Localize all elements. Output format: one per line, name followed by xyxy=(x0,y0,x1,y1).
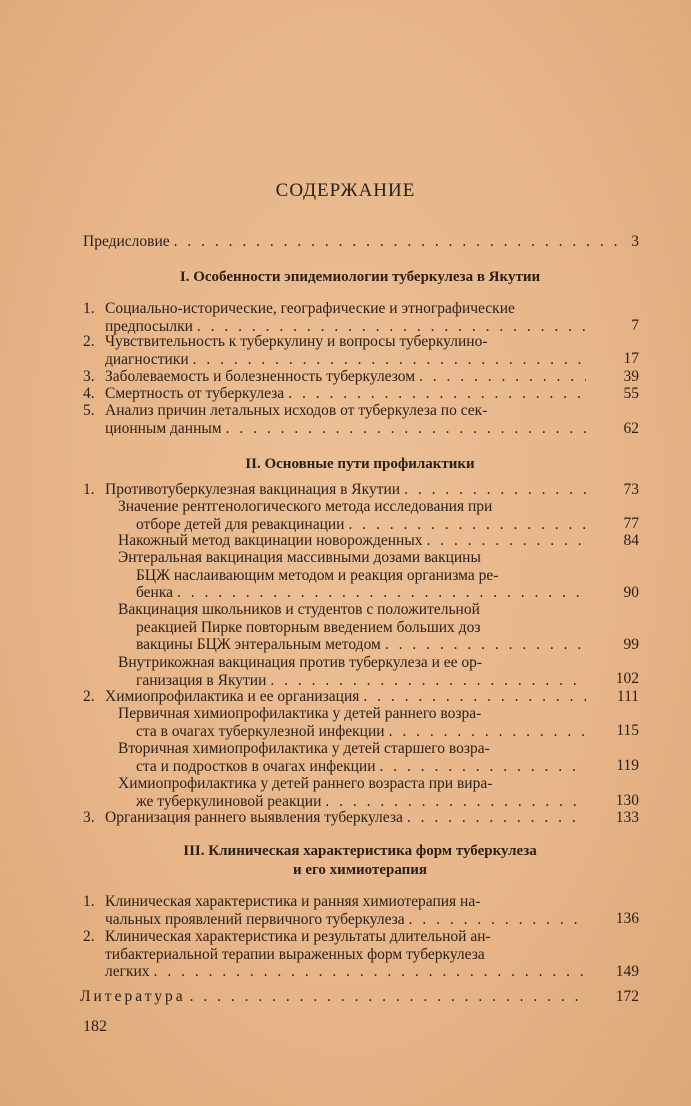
entry-text: Литература xyxy=(80,988,186,1005)
page-number: 77 xyxy=(623,515,639,532)
section-title-2: II. Основные пути профилактики xyxy=(245,456,475,472)
leader-dots xyxy=(409,911,586,929)
leader-dots xyxy=(193,351,586,369)
entry-line: Чувствительность к туберкулину и вопросы туберкулино- xyxy=(105,333,488,350)
leader-dots xyxy=(407,809,586,827)
leader-dots xyxy=(389,723,586,741)
entry-line: Организация раннего выявления туберкулеза xyxy=(105,809,403,826)
entry-line: предпосылки xyxy=(105,317,193,335)
leader-dots xyxy=(385,636,586,654)
page-title: СОДЕРЖАНИЕ xyxy=(275,180,416,201)
toc-entry[interactable] xyxy=(105,333,590,368)
entry-line: Химиопрофилактика и ее организация xyxy=(105,688,360,705)
leader-dots xyxy=(190,988,586,1006)
page-number: 130 xyxy=(615,792,639,809)
leader-dots xyxy=(174,233,619,251)
item-number: 1. xyxy=(83,481,95,498)
toc-entry[interactable] xyxy=(118,775,590,810)
entry-line: реакцией Пирке повторным введением больших доз xyxy=(136,618,481,636)
page-number: 99 xyxy=(623,636,639,653)
entry-line: ста в очагах туберкулезной инфекции xyxy=(136,722,385,740)
page-number: 84 xyxy=(623,532,639,549)
entry-line: Заболеваемость и болезненность туберкулезом xyxy=(105,368,416,385)
entry-line: Вакцинация школьников и студентов с положительной xyxy=(118,601,480,618)
toc-entry[interactable] xyxy=(118,654,590,689)
entry-line: ционным данным xyxy=(105,419,222,437)
leader-dots xyxy=(363,688,586,706)
page-number: 55 xyxy=(623,385,639,402)
item-number: 3. xyxy=(83,809,95,826)
page-number: 73 xyxy=(623,481,639,498)
toc-entry[interactable] xyxy=(105,893,590,928)
toc-entry[interactable] xyxy=(105,809,590,827)
page-number: 62 xyxy=(623,420,639,437)
entry-line: чальных проявлений первичного туберкулеза xyxy=(105,910,405,928)
page-number: 119 xyxy=(616,757,639,774)
toc-entry[interactable] xyxy=(118,705,590,740)
page-number: 3 xyxy=(631,233,639,250)
leader-dots xyxy=(270,672,586,690)
entry-line: же туберкулиновой реакции xyxy=(136,792,322,810)
leader-dots xyxy=(419,368,586,386)
leader-dots xyxy=(427,532,587,550)
leader-dots xyxy=(380,758,587,776)
entry-line: Клиническая характеристика и ранняя химиотерапия на- xyxy=(105,893,481,910)
toc-entry[interactable] xyxy=(105,481,590,499)
section-title-line: III. Клиническая характеристика форм туберкулеза xyxy=(183,843,537,859)
entry-line: отборе детей для ревакцинации xyxy=(136,515,345,533)
toc-entry[interactable] xyxy=(105,368,590,386)
entry-line: легких xyxy=(105,963,150,980)
item-number: 1. xyxy=(83,300,95,317)
entry-line: ганизация в Якутии xyxy=(136,671,267,689)
leader-dots xyxy=(348,516,586,534)
toc-entry[interactable] xyxy=(105,300,590,335)
item-number: 5. xyxy=(83,402,95,419)
page-number: 172 xyxy=(615,988,639,1005)
leader-dots xyxy=(154,963,586,981)
leader-dots xyxy=(404,481,586,499)
entry-line: Вторичная химиопрофилактика у детей старшего возра- xyxy=(118,740,490,757)
entry-line: Значение рентгенологического метода исследования при xyxy=(118,498,493,515)
toc-entry[interactable] xyxy=(118,740,590,775)
entry-line: бенка xyxy=(136,584,174,601)
page-number: 149 xyxy=(615,963,639,980)
entry-line: вакцины БЦЖ энтеральным методом xyxy=(136,636,381,653)
page-number: 111 xyxy=(616,688,639,705)
page-number: 136 xyxy=(615,910,639,927)
section-title-1: I. Особенности эпидемиологии туберкулеза в Якутии xyxy=(179,269,541,285)
entry-line: тибактериальной терапии выраженных форм туберкулеза xyxy=(105,945,485,963)
folio-page-number: 182 xyxy=(83,1018,107,1035)
toc-entry[interactable] xyxy=(105,688,590,706)
entry-line: Первичная химиопрофилактика у детей раннего возра- xyxy=(118,705,482,722)
item-number: 2. xyxy=(83,928,95,945)
entry-line: Накожный метод вакцинации новорожденных xyxy=(118,532,423,549)
leader-dots xyxy=(325,793,586,811)
item-number: 4. xyxy=(83,385,95,402)
leader-dots xyxy=(177,584,586,602)
entry-line: Клиническая характеристика и результаты длительной ан- xyxy=(105,928,491,945)
entry-line: БЦЖ наслаивающим методом и реакция организма ре- xyxy=(136,566,499,584)
entry-line: Социально-исторические, географические и этнографические xyxy=(105,300,515,317)
page-number: 90 xyxy=(623,584,639,601)
page-number: 133 xyxy=(615,809,639,826)
leader-dots xyxy=(288,385,586,403)
entry-line: Смертность от туберкулеза xyxy=(105,385,285,402)
toc-entry[interactable] xyxy=(118,601,590,654)
entry-line: диагностики xyxy=(105,350,189,368)
item-number: 3. xyxy=(83,368,95,385)
entry-line: Химиопрофилактика у детей раннего возраста при вира- xyxy=(118,775,493,792)
toc-entry[interactable] xyxy=(105,928,590,981)
section-title-3 xyxy=(80,842,640,880)
item-number: 2. xyxy=(83,333,95,350)
toc-entry[interactable] xyxy=(105,385,590,403)
page-number: 102 xyxy=(615,670,639,687)
toc-entry[interactable] xyxy=(118,498,590,533)
toc-entry[interactable] xyxy=(118,549,590,602)
entry-line: Энтеральная вакцинация массивными дозами вакцины xyxy=(118,549,481,566)
section-title-line: и его химиотерапия xyxy=(292,862,428,878)
page-number: 115 xyxy=(616,722,639,739)
page-number: 17 xyxy=(623,350,639,367)
entry-line: Анализ причин летальных исходов от туберкулеза по сек- xyxy=(105,402,488,419)
toc-entry-literature[interactable] xyxy=(80,988,590,1006)
toc-entry[interactable] xyxy=(118,532,590,550)
item-number: 1. xyxy=(83,893,95,910)
toc-entry-preface[interactable] xyxy=(83,233,623,251)
item-number: 2. xyxy=(83,688,95,705)
leader-dots xyxy=(226,420,586,438)
entry-text: Предисловие xyxy=(83,233,170,250)
toc-entry[interactable] xyxy=(105,402,590,437)
entry-line: Внутрикожная вакцинация против туберкулеза и ее ор- xyxy=(118,654,483,671)
page-number: 39 xyxy=(623,368,639,385)
entry-line: ста и подростков в очагах инфекции xyxy=(136,757,376,775)
entry-line: Противотуберкулезная вакцинация в Якутии xyxy=(105,481,401,498)
page-number: 7 xyxy=(631,317,639,334)
